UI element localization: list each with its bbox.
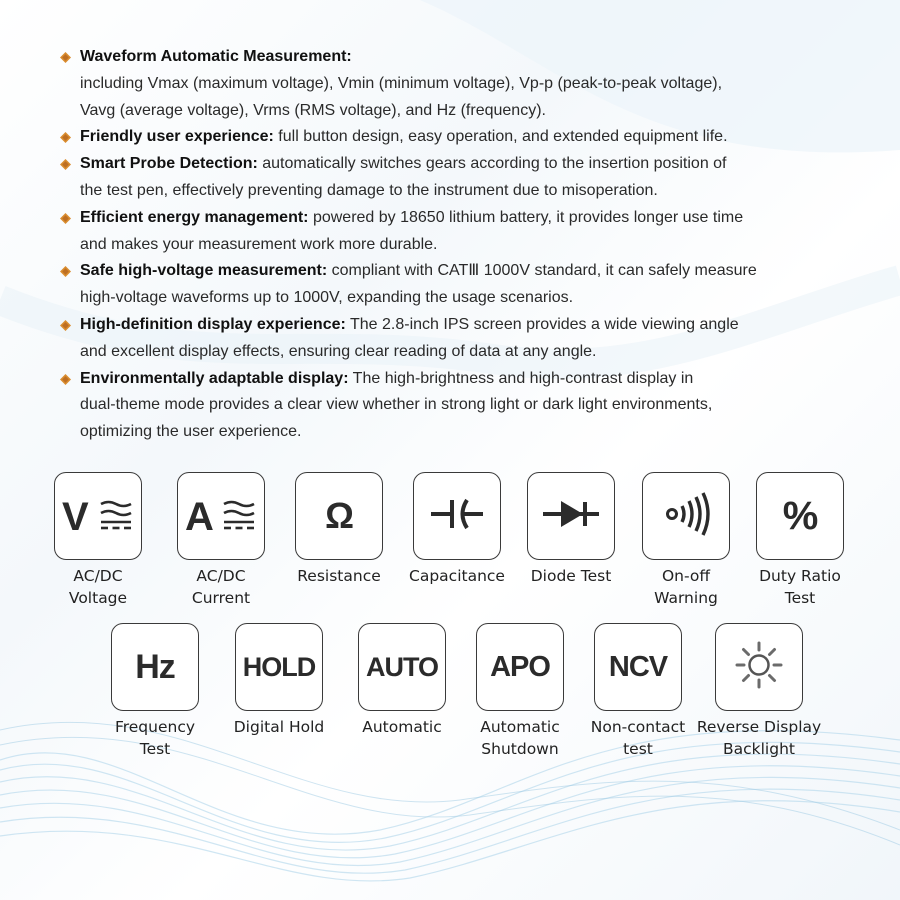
feature-text: The 2.8-inch IPS screen provides a wide viewing angle <box>345 315 739 333</box>
capacitance-card <box>413 472 501 560</box>
function-label-line: Reverse Display <box>696 718 822 736</box>
hold-icon: HOLD <box>242 651 316 682</box>
feature-text: powered by 18650 lithium battery, it provides longer use time <box>308 208 744 226</box>
frequency-card <box>111 623 199 711</box>
diode-card <box>527 472 615 560</box>
buzzer-card <box>642 472 730 560</box>
function-label-line: Voltage <box>68 588 128 607</box>
feature-title: Environmentally adaptable display: <box>80 369 349 387</box>
function-label-line: On-off <box>661 567 711 585</box>
function-label-line: Frequency <box>114 718 196 736</box>
backlight-sun-icon <box>715 621 803 714</box>
svg-text:A: A <box>185 494 214 539</box>
function-label <box>573 717 703 760</box>
function-label-line: Current <box>191 588 251 607</box>
function-label-line: Duty Ratio <box>759 567 841 585</box>
percent-card <box>756 472 844 560</box>
function-label-line: Diode Test <box>530 567 612 585</box>
function-label-line: Automatic <box>362 718 442 736</box>
feature-text: high-voltage waveforms up to 1000V, expanding the usage scenarios. <box>80 289 574 307</box>
function-label <box>214 717 344 739</box>
apo-icon: APO <box>490 650 550 683</box>
function-label-line: Shutdown <box>481 739 559 758</box>
function-label <box>156 566 286 609</box>
feature-text: including Vmax (maximum voltage), Vmin (minimum voltage), Vp-p (peak-to-peak voltage), <box>80 74 723 92</box>
function-label-line: Digital Hold <box>233 718 325 736</box>
buzzer-icon <box>642 470 730 563</box>
ncv-icon: NCV <box>608 650 668 683</box>
function-label-line: Resistance <box>297 567 381 585</box>
function-label <box>506 566 636 588</box>
function-label-line: Non-contact <box>590 718 686 736</box>
feature-text: and excellent display effects, ensuring clear reading of data at any angle. <box>80 342 597 360</box>
resistance-card <box>295 472 383 560</box>
function-label-line: Capacitance <box>409 567 505 585</box>
function-label-line: AC/DC <box>196 567 246 585</box>
feature-title: High-definition display experience: <box>80 315 346 333</box>
function-label-line: Warning <box>654 588 718 607</box>
function-label <box>90 717 220 760</box>
function-label <box>274 566 404 588</box>
diode-icon <box>527 470 615 563</box>
feature-text: the test pen, effectively preventing damage to the instrument due to misoperation. <box>80 181 658 199</box>
function-label-line: Test <box>784 588 816 607</box>
feature-title: Friendly user experience: <box>80 128 274 146</box>
function-label-line: Backlight <box>723 739 795 758</box>
feature-title: Waveform Automatic Measurement: <box>80 48 352 65</box>
function-label <box>621 566 751 609</box>
capacitance-icon <box>413 470 501 563</box>
resistance-icon: Ω <box>325 495 353 536</box>
function-label <box>735 566 865 609</box>
feature-text: compliant with CATⅢ 1000V standard, it can safely measure <box>327 262 757 280</box>
function-label <box>392 566 522 588</box>
feature-text: full button design, easy operation, and extended equipment life. <box>273 128 728 146</box>
ac-dc-voltage-icon <box>54 470 142 563</box>
function-label-line: Test <box>139 739 171 758</box>
svg-text:V: V <box>62 494 89 539</box>
feature-text: automatically switches gears according to the insertion position of <box>257 155 727 173</box>
feature-text: optimizing the user experience. <box>80 423 302 441</box>
backlight-sun-card <box>715 623 803 711</box>
feature-text: dual-theme mode provides a clear view whether in strong light or dark light environments, <box>80 396 713 414</box>
feature-title: Safe high-voltage measurement: <box>80 262 328 280</box>
function-label <box>694 717 824 760</box>
function-label-line: test <box>623 739 653 758</box>
auto-card <box>358 623 446 711</box>
feature-text: and makes your measurement work more durable. <box>80 235 438 253</box>
apo-card <box>476 623 564 711</box>
auto-icon: AUTO <box>365 651 438 682</box>
function-label <box>455 717 585 760</box>
function-label <box>33 566 163 609</box>
feature-text: The high-brightness and high-contrast display in <box>348 369 694 387</box>
frequency-icon: Hz <box>135 647 175 686</box>
feature-title: Efficient energy management: <box>80 208 309 226</box>
hold-card <box>235 623 323 711</box>
percent-icon: % <box>782 493 818 538</box>
ac-dc-current-icon <box>177 470 265 563</box>
feature-title: Smart Probe Detection: <box>80 155 258 173</box>
ncv-card <box>594 623 682 711</box>
ac-dc-voltage-card <box>54 472 142 560</box>
function-label-line: AC/DC <box>73 567 123 585</box>
feature-text: Vavg (average voltage), Vrms (RMS voltage), and Hz (frequency). <box>80 101 546 119</box>
ac-dc-current-card <box>177 472 265 560</box>
function-label <box>337 717 467 739</box>
function-label-line: Automatic <box>480 718 560 736</box>
